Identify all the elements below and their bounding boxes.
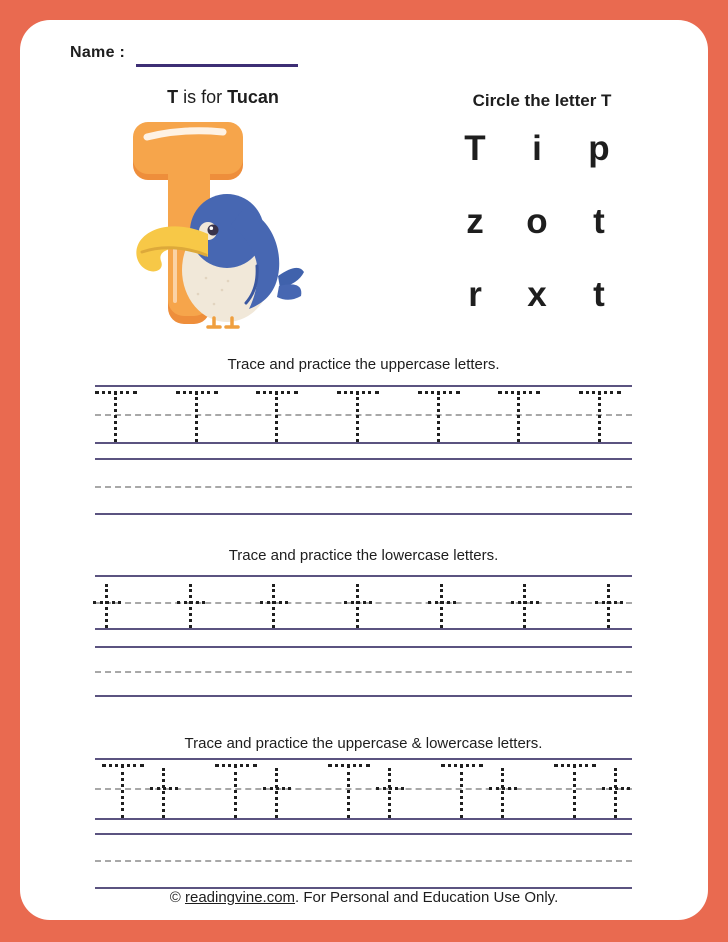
trace-letter-pair bbox=[99, 760, 179, 818]
name-label: Name : bbox=[70, 44, 126, 61]
trace-letters-row-mixed bbox=[99, 760, 631, 818]
circle-instruction: Circle the letter T bbox=[472, 91, 612, 110]
section-caption-mixed: Trace and practice the uppercase & lowercase letters. bbox=[184, 735, 543, 752]
toucan-bird bbox=[136, 194, 304, 327]
trace-letter-t bbox=[149, 760, 179, 818]
name-input-line[interactable] bbox=[136, 44, 298, 67]
toucan-letter-svg bbox=[128, 118, 305, 333]
trace-letters-row-uppercase bbox=[92, 387, 624, 442]
trace-letter-pair bbox=[212, 760, 292, 818]
worksheet-page bbox=[20, 20, 708, 920]
trace-letter-T bbox=[325, 760, 373, 818]
trace-letter-t bbox=[601, 760, 631, 818]
circle-grid-row bbox=[444, 112, 630, 185]
circle-letter[interactable]: o bbox=[526, 202, 548, 241]
page-title bbox=[123, 87, 323, 108]
circle-letter-grid bbox=[444, 112, 630, 331]
trace-letter-t bbox=[594, 577, 624, 628]
dashed-midline bbox=[95, 486, 632, 488]
trace-letter-T bbox=[212, 760, 260, 818]
toucan-letter-illustration bbox=[128, 118, 305, 333]
copyright-symbol: © bbox=[169, 889, 181, 906]
trace-letter-t bbox=[427, 577, 457, 628]
circle-grid-row bbox=[444, 258, 630, 331]
title-word: Tucan bbox=[227, 87, 279, 107]
readingvine-link[interactable]: readingvine.com bbox=[184, 889, 296, 906]
trace-letter-t bbox=[510, 577, 540, 628]
trace-letter-t bbox=[262, 760, 292, 818]
circle-letter[interactable]: r bbox=[468, 275, 482, 314]
footer bbox=[20, 889, 708, 906]
dashed-midline bbox=[95, 671, 632, 673]
circle-letter[interactable]: T bbox=[464, 129, 486, 168]
trace-letter-pair bbox=[438, 760, 518, 818]
practice-lines-lowercase[interactable] bbox=[95, 575, 632, 630]
trace-letter-t bbox=[259, 577, 289, 628]
trace-letter-T bbox=[495, 387, 543, 442]
trace-letter-T bbox=[415, 387, 463, 442]
trace-letter-t bbox=[176, 577, 206, 628]
section-caption-lowercase: Trace and practice the lowercase letters. bbox=[228, 547, 499, 564]
blank-practice-lines-uppercase[interactable] bbox=[95, 458, 632, 515]
footer-text: . For Personal and Education Use Only. bbox=[295, 889, 559, 906]
trace-letter-T bbox=[92, 387, 140, 442]
trace-letter-T bbox=[576, 387, 624, 442]
section-caption-uppercase: Trace and practice the uppercase letters. bbox=[227, 356, 500, 373]
practice-lines-uppercase[interactable] bbox=[95, 385, 632, 444]
circle-grid-row bbox=[444, 185, 630, 258]
trace-letter-pair bbox=[551, 760, 631, 818]
trace-letter-T bbox=[334, 387, 382, 442]
trace-letter-t bbox=[343, 577, 373, 628]
trace-letter-pair bbox=[325, 760, 405, 818]
circle-letter[interactable]: t bbox=[593, 275, 605, 314]
circle-letter[interactable]: x bbox=[527, 275, 547, 314]
blank-practice-lines-mixed[interactable] bbox=[95, 833, 632, 889]
title-middle: is for bbox=[178, 87, 228, 107]
circle-letter[interactable]: p bbox=[588, 129, 610, 168]
circle-letter[interactable]: z bbox=[466, 202, 484, 241]
practice-lines-mixed[interactable] bbox=[95, 758, 632, 820]
trace-letter-T bbox=[438, 760, 486, 818]
trace-letter-t bbox=[375, 760, 405, 818]
trace-letter-T bbox=[173, 387, 221, 442]
trace-letter-T bbox=[99, 760, 147, 818]
trace-letter-T bbox=[551, 760, 599, 818]
trace-letter-t bbox=[92, 577, 122, 628]
trace-letter-t bbox=[488, 760, 518, 818]
title-letter: T bbox=[167, 87, 179, 107]
circle-letter[interactable]: i bbox=[532, 129, 542, 168]
circle-letter[interactable]: t bbox=[593, 202, 605, 241]
blank-practice-lines-lowercase[interactable] bbox=[95, 646, 632, 697]
trace-letter-T bbox=[253, 387, 301, 442]
trace-letters-row-lowercase bbox=[92, 577, 624, 628]
dashed-midline bbox=[95, 860, 632, 862]
